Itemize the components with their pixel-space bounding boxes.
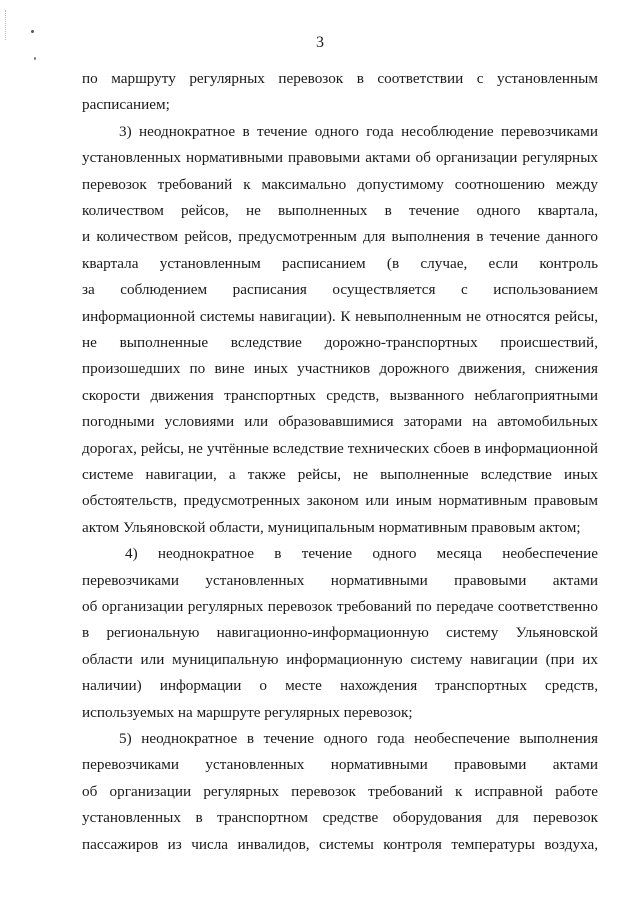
text-line: за соблюдением расписания осуществляется с использованием [82,281,598,298]
text-line: в региональную навигационно-информационную систему Ульяновской [82,624,598,641]
text-line: погодными условиями или образовавшимися заторами на автомобильных [82,413,598,430]
text-line: перевозок требований к максимально допустимому соотношению между [82,176,598,193]
scan-dot-artifact [34,57,36,60]
scan-dot-artifact [31,30,34,33]
text-line: количеством рейсов, не выполненных в течение одного квартала, [82,202,598,219]
text-line: обстоятельств, предусмотренных законом или иным нормативным правовым [82,492,598,509]
text-line: не выполненные вследствие дорожно-транспортных происшествий, [82,334,598,351]
text-line: информационной системы навигации). К невыполненным не относятся рейсы, [82,308,598,325]
text-line: наличии) информации о месте нахождения транспортных средств, [82,677,598,694]
text-line: расписанием; [82,96,170,113]
text-line: перевозчиками установленных нормативными правовыми актами [82,756,598,773]
text-line: скорости движения транспортных средств, вызванного неблагоприятными [82,387,598,404]
text-line: перевозчиками установленных нормативными правовыми актами [82,572,598,589]
text-line: и количеством рейсов, предусмотренным для выполнения в течение данного [82,228,598,245]
text-line: 5) неоднократное в течение одного года необеспечение выполнения [119,730,598,747]
text-line: произошедших по вине иных участников дорожного движения, снижения [82,360,598,377]
text-line: квартала установленным расписанием (в случае, если контроль [82,255,598,272]
text-line: актом Ульяновской области, муниципальным нормативным правовым актом; [82,519,581,536]
text-line: установленных в транспортном средстве оборудования для перевозок [82,809,598,826]
text-line: 3) неоднократное в течение одного года несоблюдение перевозчиками [119,123,598,140]
text-line: пассажиров из числа инвалидов, системы контроля температуры воздуха, [82,836,598,853]
text-line: установленных нормативными правовыми актами об организации регулярных [82,149,598,166]
text-line: системе навигации, а также рейсы, не выполненные вследствие иных [82,466,598,483]
text-line: 4) неоднократное в течение одного месяца необеспечение [125,545,598,562]
text-line: используемых на маршруте регулярных перевозок; [82,704,413,721]
text-line: об организации регулярных перевозок требований к исправной работе [82,783,598,800]
text-line: области или муниципальную информационную систему навигации (при их [82,651,598,668]
text-line: об организации регулярных перевозок требований по передаче соответственно [82,598,598,615]
text-line: по маршруту регулярных перевозок в соответствии с установленным [82,70,598,87]
page-number: 3 [316,34,324,51]
text-line: дорогах, рейсы, не учтённые вследствие технических сбоев в информационной [82,440,598,457]
